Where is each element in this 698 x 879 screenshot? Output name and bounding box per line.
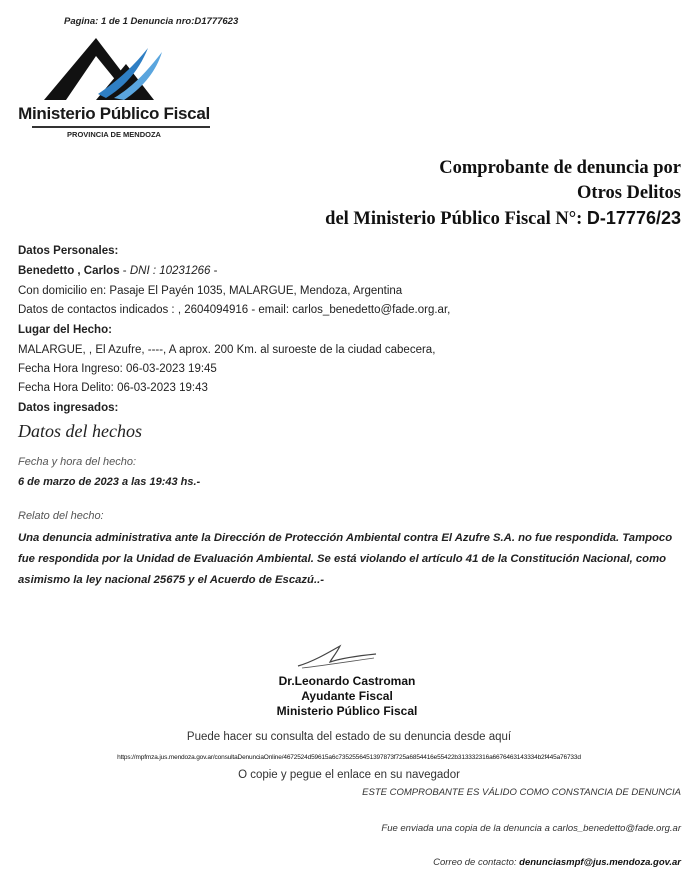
- ingresados-heading: Datos ingresados:: [18, 402, 119, 414]
- copy-instructions: O copie y pegue el enlace en su navegador: [238, 769, 460, 781]
- fecha-label: Fecha y hora del hecho:: [18, 456, 137, 468]
- consult-text: Puede hacer su consulta del estado de su denuncia desde aquí: [186, 731, 512, 743]
- personal-heading: Datos Personales:: [18, 245, 119, 257]
- logo-mountain-icon: [36, 34, 186, 102]
- separator: -: [210, 265, 218, 277]
- contact-line: [433, 857, 681, 868]
- relato-label: Relato del hecho:: [18, 510, 104, 522]
- logo-title: Ministerio Público Fiscal: [18, 104, 210, 123]
- doc-title-line1: Comprobante de denuncia por: [439, 158, 681, 178]
- ministerio-logo: [14, 34, 214, 144]
- person-dni: DNI : 10231266: [129, 265, 211, 277]
- fecha-delito: Fecha Hora Delito: 06-03-2023 19:43: [18, 382, 208, 394]
- doc-title-prefix: del Ministerio Público Fiscal N°:: [325, 209, 587, 229]
- signer-org: Ministerio Público Fiscal: [276, 704, 418, 718]
- person-address: Con domicilio en: Pasaje El Payén 1035, MALARGUE, Mendoza, Argentina: [18, 285, 403, 297]
- place-text: MALARGUE, , El Azufre, ----, A aprox. 200 Km. al suroeste de la ciudad cabecera,: [18, 344, 436, 356]
- signer-name: Dr.Leonardo Castroman: [278, 674, 416, 688]
- page-info: Pagina: 1 de 1 Denuncia nro:D1777623: [64, 16, 239, 27]
- logo-divider: [32, 126, 210, 128]
- place-heading: Lugar del Hecho:: [18, 324, 112, 336]
- denuncia-number: D-17776/23: [586, 208, 681, 228]
- signer-role: Ayudante Fiscal: [301, 689, 393, 703]
- copy-sent-note: Fue enviada una copia de la denuncia a carlos_benedetto@fade.org.ar: [381, 823, 681, 834]
- separator: -: [119, 265, 130, 277]
- relato-text: Una denuncia administrativa ante la Dirección de Protección Ambiental contra El Azufre S.A. no fue respondida. Tampoco fue respondida por la Unidad de Evaluación Ambiental. Se está violando el artículo 41 de la Constitución Nacional, como asimismo la ley nacional 25675 y el Acuerdo de Escazú..-: [18, 532, 673, 586]
- contact-email[interactable]: denunciasmpf@jus.mendoza.gov.ar: [519, 857, 681, 868]
- doc-title-line2: Otros Delitos: [577, 183, 681, 203]
- person-contacts: Datos de contactos indicados : , 2604094916 - email: carlos_benedetto@fade.org.ar,: [18, 304, 451, 316]
- validity-note: ESTE COMPROBANTE ES VÁLIDO COMO CONSTANCIA DE DENUNCIA: [362, 787, 681, 798]
- section-title: Datos del hechos: [18, 421, 142, 441]
- person-name: Benedetto , Carlos: [18, 265, 120, 277]
- fecha-value: 6 de marzo de 2023 a las 19:43 hs.-: [18, 476, 201, 488]
- doc-title-line3: [325, 208, 681, 230]
- logo-subtitle: PROVINCIA DE MENDOZA: [67, 130, 161, 139]
- consult-link[interactable]: https://mpfmza.jus.mendoza.gov.ar/consultaDenunciaOnline/4672524d59615a6c7352556451397873f725a6854416e55422b313332316a6676463143334b2f445a76733d: [117, 754, 581, 761]
- personal-name-line: [18, 265, 217, 277]
- contact-label: Correo de contacto:: [433, 857, 520, 868]
- signature-image: [296, 640, 380, 672]
- fecha-ingreso: Fecha Hora Ingreso: 06-03-2023 19:45: [18, 363, 217, 375]
